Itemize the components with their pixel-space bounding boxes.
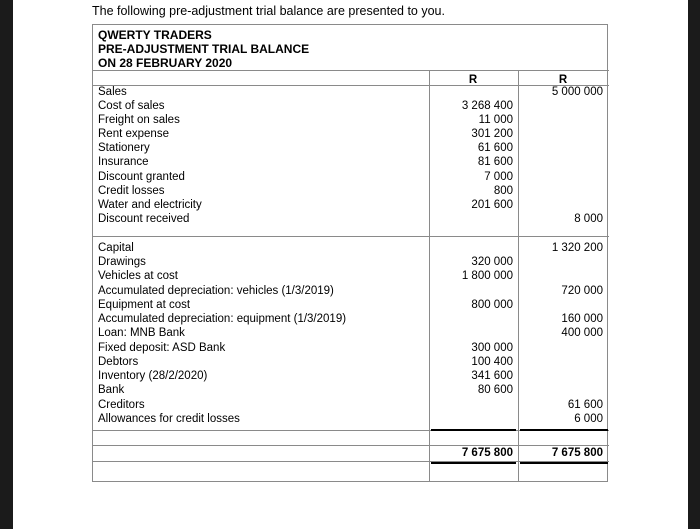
debit-amount: 3 268 400 [461, 100, 513, 112]
account-label: Freight on sales [98, 114, 180, 126]
account-label: Allowances for credit losses [98, 413, 240, 425]
account-label: Loan: MNB Bank [98, 327, 185, 339]
debit-amount: 80 600 [477, 384, 513, 396]
column-divider-right [518, 70, 519, 482]
account-label: Discount received [98, 213, 190, 225]
section-divider [93, 236, 609, 237]
debit-column-header: R [468, 74, 478, 86]
debit-total-rule [431, 429, 516, 431]
intro-text: The following pre-adjustment trial balance are presented to you. [92, 4, 445, 18]
account-label: Stationery [98, 142, 150, 154]
credit-amount: 1 320 200 [551, 242, 603, 254]
debit-amount: 301 200 [471, 128, 513, 140]
header-divider [93, 70, 609, 71]
debit-amount: 61 600 [477, 142, 513, 154]
debit-amount: 320 000 [471, 256, 513, 268]
debit-amount: 11 000 [478, 114, 513, 126]
account-label: Discount granted [98, 171, 185, 183]
account-label: Equipment at cost [98, 299, 191, 311]
credit-total-double-rule [520, 462, 608, 464]
account-label: Sales [98, 86, 127, 98]
account-label: Vehicles at cost [98, 270, 178, 282]
credit-amount: 6 000 [574, 413, 603, 425]
account-label: Water and electricity [98, 199, 202, 211]
debit-total-double-rule [431, 462, 516, 464]
screen-edge-right [688, 0, 700, 529]
account-label: Credit losses [98, 185, 165, 197]
debit-amount: 1 800 000 [461, 270, 513, 282]
account-label: Fixed deposit: ASD Bank [98, 342, 226, 354]
account-label: Bank [98, 384, 125, 396]
trial-balance-table [92, 24, 608, 482]
account-label: Inventory (28/2/2020) [98, 370, 208, 382]
credit-amount: 5 000 000 [551, 86, 603, 98]
debit-amount: 800 000 [471, 299, 513, 311]
credit-amount: 720 000 [561, 285, 603, 297]
account-label: Cost of sales [98, 100, 165, 112]
debit-amount: 300 000 [471, 342, 513, 354]
credit-column-header: R [558, 74, 568, 86]
statement-date: ON 28 FEBRUARY 2020 [98, 56, 233, 70]
account-label: Debtors [98, 356, 139, 368]
account-label: Drawings [98, 256, 146, 268]
company-name: QWERTY TRADERS [98, 28, 212, 42]
column-divider-left [429, 70, 430, 482]
debit-amount: 341 600 [471, 370, 513, 382]
account-label: Accumulated depreciation: vehicles (1/3/2019) [98, 285, 334, 297]
account-label: Insurance [98, 156, 149, 168]
debit-amount: 100 400 [471, 356, 513, 368]
screen-edge-left [0, 0, 13, 529]
account-label: Capital [98, 242, 134, 254]
credit-amount: 61 600 [567, 399, 603, 411]
debit-amount: 800 [493, 185, 513, 197]
debit-amount: 201 600 [471, 199, 513, 211]
credit-amount: 400 000 [561, 327, 603, 339]
credit-amount: 8 000 [574, 213, 603, 225]
debit-amount: 81 600 [477, 156, 513, 168]
credit-total: 7 675 800 [551, 447, 603, 459]
account-label: Rent expense [98, 128, 169, 140]
credit-amount: 160 000 [561, 313, 603, 325]
debit-amount: 7 000 [484, 171, 513, 183]
account-label: Accumulated depreciation: equipment (1/3/2019) [98, 313, 347, 325]
statement-title: PRE-ADJUSTMENT TRIAL BALANCE [98, 42, 310, 56]
credit-total-rule [520, 429, 608, 431]
debit-total: 7 675 800 [461, 447, 513, 459]
totals-top-divider [93, 445, 609, 446]
account-label: Creditors [98, 399, 145, 411]
